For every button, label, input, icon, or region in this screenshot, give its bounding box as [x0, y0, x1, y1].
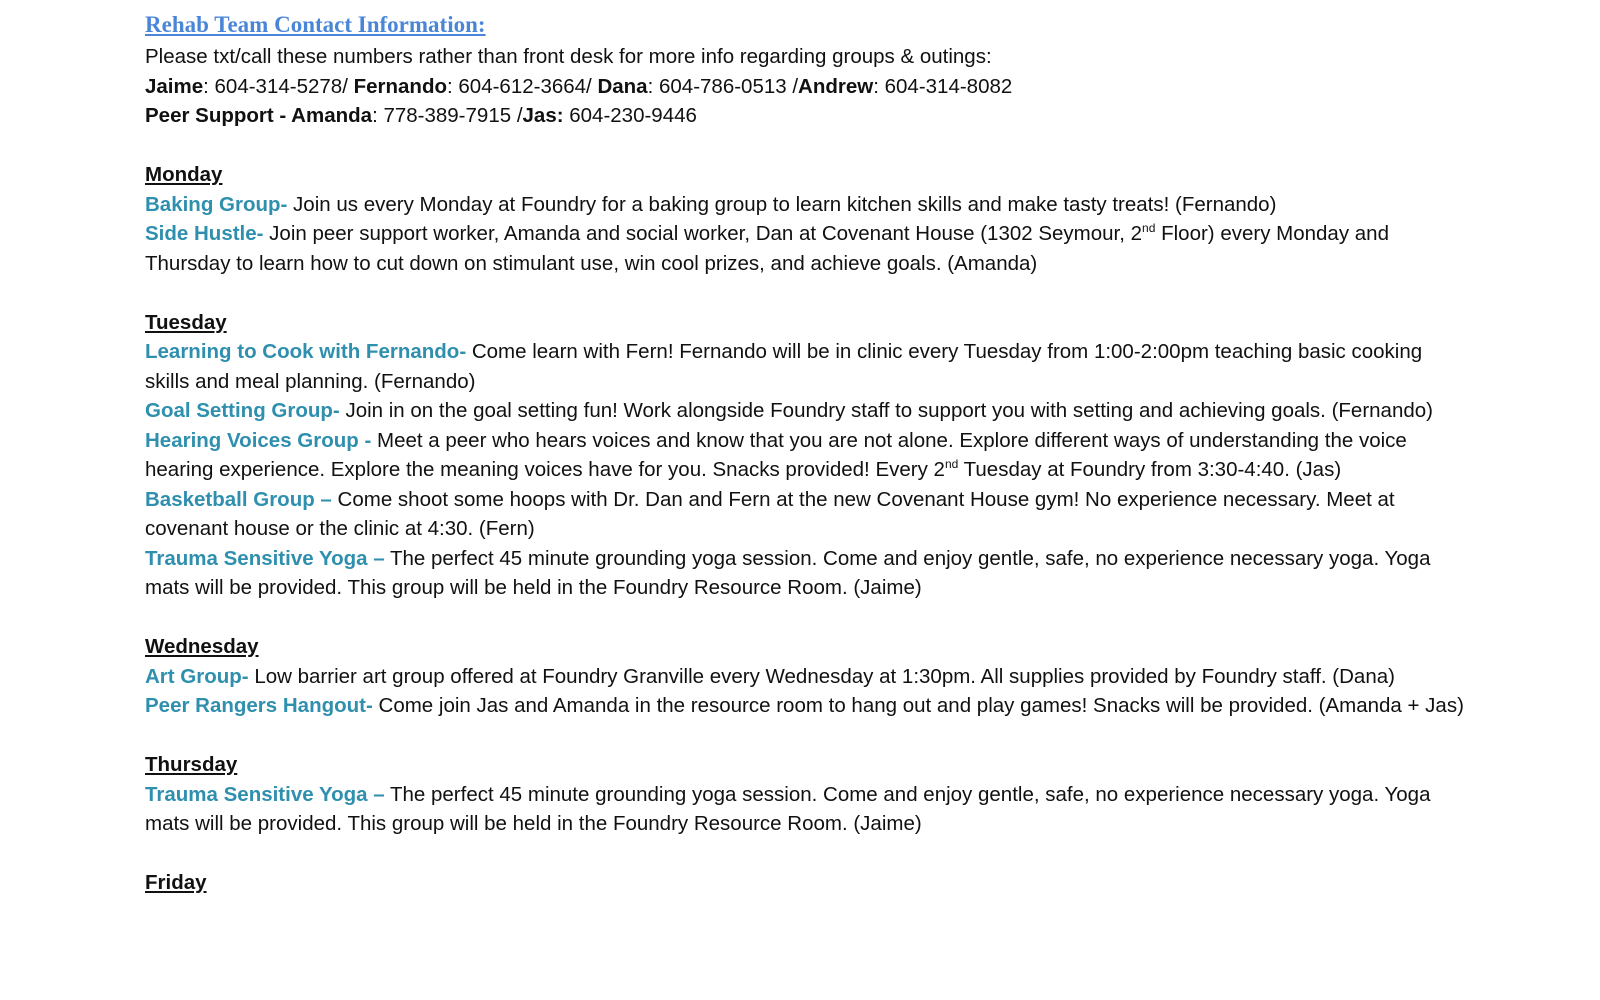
- contacts-line-2: [145, 101, 1465, 131]
- contact-number-peer-support: : 778-389-7915 /: [372, 104, 523, 127]
- group-name-basketball: Basketball Group –: [145, 487, 332, 511]
- group-name-yoga-tuesday: Trauma Sensitive Yoga –: [145, 546, 385, 570]
- contact-number-fernando: : 604-612-3664/: [447, 74, 598, 98]
- group-name-baking: Baking Group-: [145, 192, 288, 216]
- group-desc-hearing-voices-part1: Meet a peer who hears voices and know that you are not alone. Explore different ways of understanding the voice hearing experience. Explore the meaning voices have for you. Snacks provided! Every 2: [145, 428, 1407, 481]
- contact-number-andrew: : 604-314-8082: [873, 74, 1013, 98]
- day-heading-friday: Friday: [145, 871, 207, 894]
- ordinal-suffix: nd: [944, 457, 959, 472]
- contact-name-peer-support: Peer Support - Amanda: [145, 104, 373, 127]
- spacer: [145, 131, 1465, 161]
- intro-text: Please txt/call these numbers rather than front desk for more info regarding groups & outings:: [145, 45, 992, 68]
- contact-name-andrew: Andrew: [798, 74, 874, 98]
- group-desc-baking: Join us every Monday at Foundry for a baking group to learn kitchen skills and make tasty treats! (Fernando): [287, 192, 1277, 216]
- day-heading-tuesday: Tuesday: [145, 310, 227, 334]
- ordinal-suffix: nd: [1142, 221, 1156, 236]
- group-desc-cooking: Come learn with Fern! Fernando will be in clinic every Tuesday from 1:00-2:00pm teaching basic cooking skills and meal planning. (Fernando): [145, 340, 1423, 393]
- document-body: [145, 8, 1465, 898]
- day-heading-thursday: Thursday: [145, 753, 238, 776]
- spacer: [145, 839, 1465, 869]
- group-desc-goal-setting: Join in on the goal setting fun! Work alongside Foundry staff to support you with setting and achieving goals. (Fernando): [339, 399, 1433, 422]
- contact-number-jaime: : 604-314-5278/: [203, 74, 354, 98]
- contact-name-jaime: Jaime: [145, 74, 204, 98]
- contact-name-fernando: Fernando: [353, 74, 447, 98]
- group-name-goal-setting: Goal Setting Group-: [145, 399, 340, 422]
- group-entry-art: [145, 662, 1465, 692]
- group-entry-side-hustle: [145, 219, 1465, 278]
- contact-number-dana: : 604-786-0513 /: [647, 74, 799, 98]
- group-entry-yoga-tuesday: [145, 544, 1465, 603]
- group-desc-art: Low barrier art group offered at Foundry Granville every Wednesday at 1:30pm. All supplies provided by Foundry staff. (Dana): [248, 664, 1395, 688]
- contact-name-dana: Dana: [597, 74, 648, 98]
- group-entry-basketball: [145, 485, 1465, 544]
- group-desc-yoga-tuesday: The perfect 45 minute grounding yoga session. Come and enjoy gentle, safe, no experience necessary yoga. Yoga mats will be provided. This group will be held in the Foundry Resource Room. (Jaime): [145, 546, 1431, 599]
- group-entry-cooking: [145, 337, 1465, 396]
- group-name-hearing-voices: Hearing Voices Group -: [145, 428, 372, 452]
- spacer: [145, 721, 1465, 751]
- group-name-cooking: Learning to Cook with Fernando-: [145, 340, 467, 363]
- group-desc-peer-rangers: Come join Jas and Amanda in the resource room to hang out and play games! Snacks will be provided. (Amanda + Jas): [372, 694, 1464, 717]
- group-desc-yoga-thursday: The perfect 45 minute grounding yoga session. Come and enjoy gentle, safe, no experience necessary yoga. Yoga mats will be provided. This group will be held in the Foundry Resource Room. (Jaime): [145, 782, 1431, 835]
- day-heading-monday: Monday: [145, 163, 223, 186]
- contact-number-jas: 604-230-9446: [563, 104, 697, 127]
- group-desc-hearing-voices-part2: Tuesday at Foundry from 3:30-4:40. (Jas): [958, 458, 1342, 481]
- contacts-line-1: [145, 72, 1465, 102]
- day-heading-wednesday: Wednesday: [145, 635, 259, 658]
- group-entry-goal-setting: [145, 396, 1465, 426]
- group-name-peer-rangers: Peer Rangers Hangout-: [145, 694, 373, 717]
- group-desc-side-hustle-part1: Join peer support worker, Amanda and social worker, Dan at Covenant House (1302 Seymour, 2: [263, 222, 1143, 245]
- group-entry-peer-rangers: [145, 691, 1465, 721]
- group-entry-baking: [145, 190, 1465, 220]
- group-name-yoga-thursday: Trauma Sensitive Yoga –: [145, 782, 385, 806]
- group-desc-basketball: Come shoot some hoops with Dr. Dan and Fern at the new Covenant House gym! No experience necessary. Meet at covenant house or the clinic at 4:30. (Fern): [145, 487, 1395, 540]
- group-entry-hearing-voices: [145, 426, 1465, 485]
- group-name-art: Art Group-: [145, 664, 249, 688]
- spacer: [145, 603, 1465, 633]
- group-entry-yoga-thursday: [145, 780, 1465, 839]
- contact-name-jas: Jas:: [522, 104, 564, 127]
- group-desc-side-hustle-part2: Floor) every Monday and Thursday to learn how to cut down on stimulant use, win cool prizes, and achieve goals. (Amanda): [145, 222, 1389, 275]
- page-title: Rehab Team Contact Information:: [145, 12, 486, 37]
- spacer: [145, 278, 1465, 308]
- group-name-side-hustle: Side Hustle-: [145, 222, 264, 245]
